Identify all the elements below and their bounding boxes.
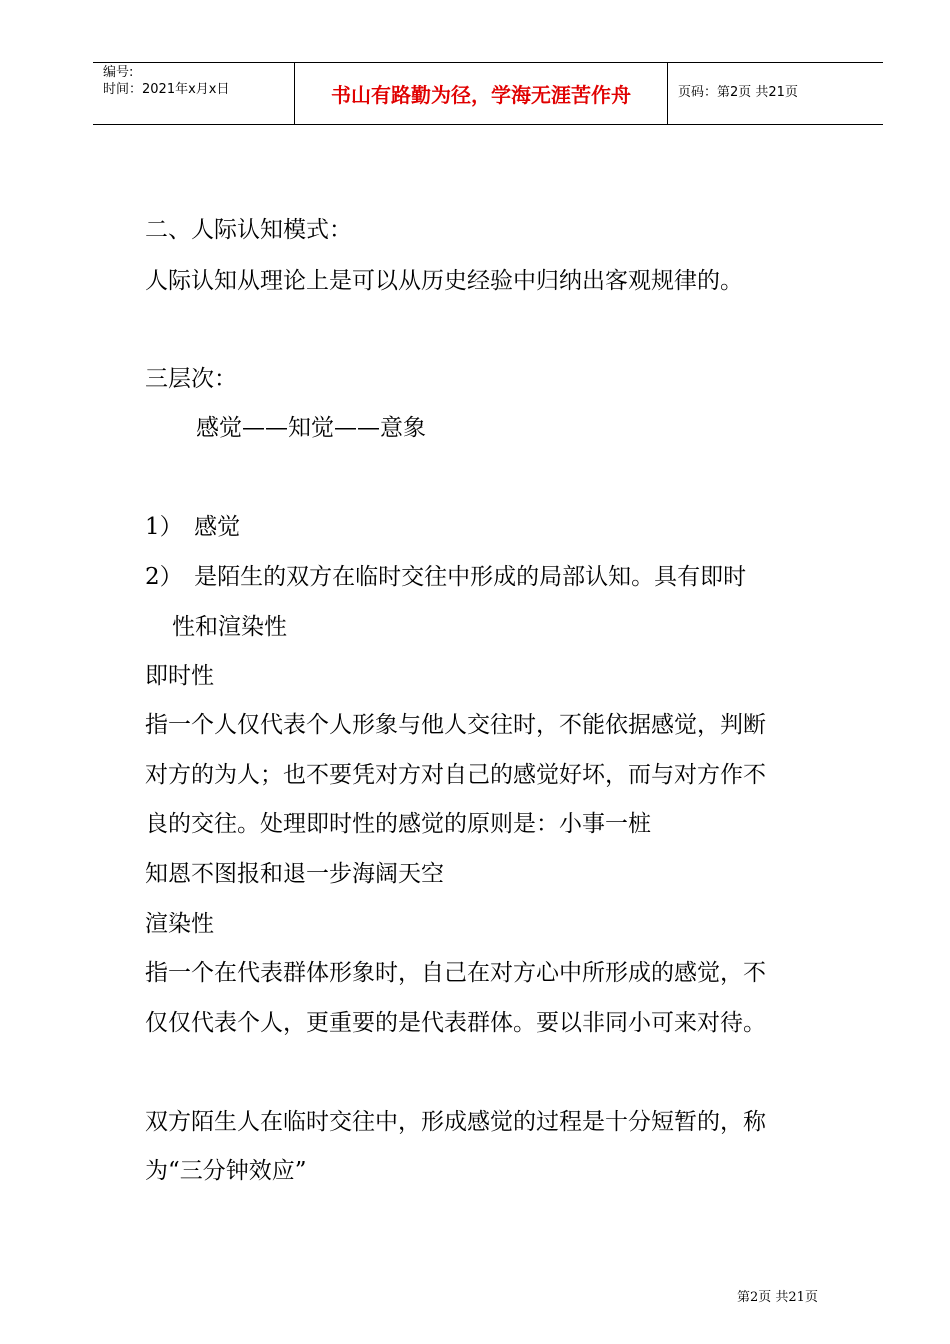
- paragraph-line: 人际认知从理论上是可以从历史经验中归纳出客观规律的。: [145, 268, 743, 294]
- header-motto-cell: [295, 63, 668, 124]
- subheading: 即时性: [145, 663, 214, 689]
- paragraph-line: 指一个人仅代表个人形象与他人交往时，不能依据感觉，判断: [145, 712, 766, 738]
- page-header: [93, 62, 883, 125]
- header-page-info: 页码：第2页 共21页: [678, 85, 798, 100]
- paragraph-line: 仅仅代表个人，更重要的是代表群体。要以非同小可来对待。: [145, 1010, 766, 1036]
- header-page-cell: [668, 63, 883, 124]
- list-item: 2） 是陌生的双方在临时交往中形成的局部认知。具有即时: [145, 564, 747, 590]
- paragraph-line: 良的交往。处理即时性的感觉的原则是：小事一桩: [145, 811, 651, 837]
- paragraph-line: 知恩不图报和退一步海阔天空: [145, 861, 444, 887]
- levels-line: 感觉——知觉——意象: [196, 415, 426, 441]
- subheading: 渲染性: [145, 911, 214, 937]
- section-heading: 二、人际认知模式：: [145, 217, 352, 243]
- list-item: 1） 感觉: [145, 514, 241, 540]
- header-number-label: 编号:: [103, 65, 134, 80]
- list-item-continuation: 性和渲染性: [172, 614, 287, 640]
- subheading: 三层次：: [145, 366, 237, 392]
- page-footer: 第2页 共21页: [737, 1290, 818, 1305]
- header-motto: 书山有路勤为径，学海无涯苦作舟: [331, 83, 631, 107]
- header-left-cell: [93, 63, 295, 124]
- paragraph-line: 对方的为人；也不要凭对方对自己的感觉好坏，而与对方作不: [145, 762, 766, 788]
- paragraph-line: 指一个在代表群体形象时，自己在对方心中所形成的感觉，不: [145, 960, 766, 986]
- paragraph-line: 为“三分钟效应”: [145, 1158, 307, 1184]
- header-time-label: 时间：2021年x月x日: [103, 82, 230, 97]
- paragraph-line: 双方陌生人在临时交往中，形成感觉的过程是十分短暂的，称: [145, 1109, 766, 1135]
